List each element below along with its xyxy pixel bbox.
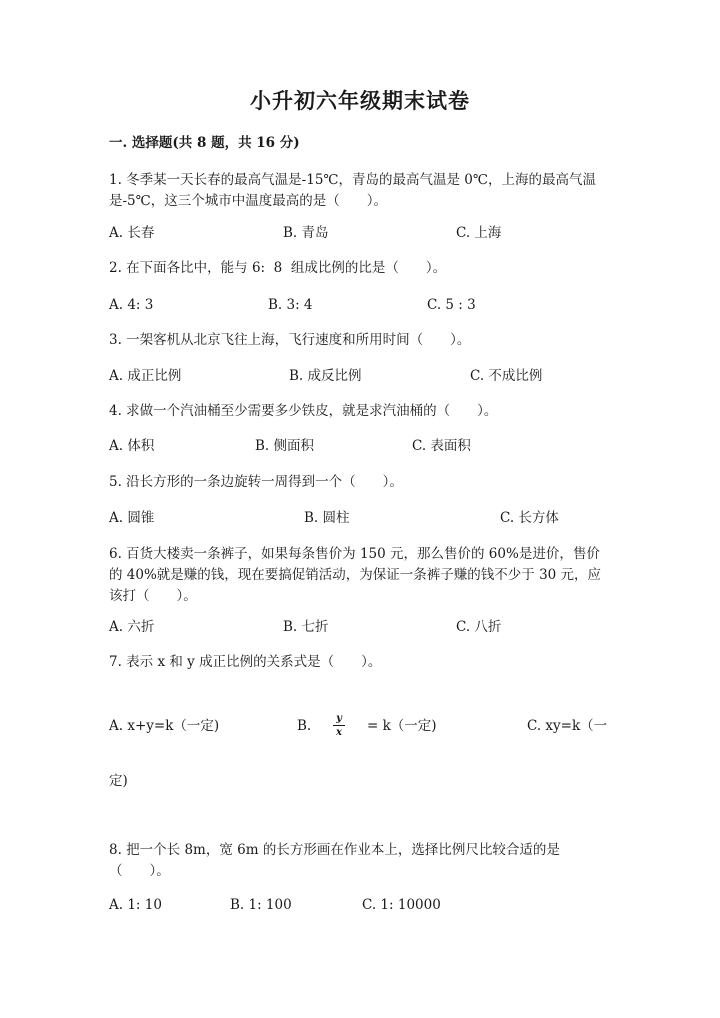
fraction-bar	[333, 725, 345, 726]
question-8-option-a[interactable]: A. 1: 10	[109, 897, 162, 913]
question-5-stem: 5. 沿长方形的一条边旋转一周得到一个（ ）。	[109, 474, 403, 490]
question-7-fraction	[333, 713, 345, 738]
question-7-option-c[interactable]: C. xy=k（一	[527, 718, 608, 734]
fraction-denominator: x	[336, 727, 342, 738]
question-7-option-a[interactable]: A. x+y=k（一定)	[109, 718, 220, 734]
fraction-numerator: y	[336, 713, 342, 724]
question-3-stem: 3. 一架客机从北京飞往上海，飞行速度和所用时间（ ）。	[109, 332, 471, 348]
question-6-option-c[interactable]: C. 八折	[456, 619, 502, 635]
question-4-stem: 4. 求做一个汽油桶至少需要多少铁皮，就是求汽油桶的（ ）。	[109, 403, 498, 419]
question-2-stem: 2. 在下面各比中，能与 6: 8 组成比例的比是（ ）。	[109, 260, 447, 276]
question-8-stem: 8. 把一个长 8m，宽 6m 的长方形画在作业本上，选择比例尺比较合适的是（ ）。	[109, 842, 560, 879]
question-2-option-a[interactable]: A. 4: 3	[109, 297, 154, 313]
question-1-stem: 1. 冬季某一天长春的最高气温是-15℃，青岛的最高气温是 0℃，上海的最高气温是-5℃，这三个城市中温度最高的是（ ）。	[109, 172, 596, 209]
question-2-option-b[interactable]: B. 3: 4	[268, 297, 313, 313]
question-3-option-c[interactable]: C. 不成比例	[470, 368, 543, 384]
question-1-option-c[interactable]: C. 上海	[456, 225, 502, 241]
question-8-option-b[interactable]: B. 1: 100	[230, 897, 292, 913]
question-6-option-a[interactable]: A. 六折	[109, 619, 155, 635]
question-5-option-a[interactable]: A. 圆锥	[109, 510, 155, 526]
question-5-option-c[interactable]: C. 长方体	[500, 510, 559, 526]
question-7-option-b-rest: = k（一定)	[367, 718, 437, 734]
question-7-stem: 7. 表示 x 和 y 成正比例的关系式是（ ）。	[109, 654, 382, 670]
question-4-option-c[interactable]: C. 表面积	[412, 438, 471, 454]
question-7-option-b-label[interactable]: B.	[297, 718, 312, 734]
question-8-option-c[interactable]: C. 1: 10000	[362, 897, 441, 913]
question-5-option-b[interactable]: B. 圆柱	[304, 510, 350, 526]
question-1-option-a[interactable]: A. 长春	[109, 225, 155, 241]
page-title: 小升初六年级期末试卷	[250, 88, 470, 113]
question-6-option-b[interactable]: B. 七折	[283, 619, 329, 635]
question-7-option-c-continued: 定)	[109, 773, 128, 789]
question-3-option-a[interactable]: A. 成正比例	[109, 368, 182, 384]
question-2-option-c[interactable]: C. 5 : 3	[427, 297, 476, 313]
question-4-option-a[interactable]: A. 体积	[109, 438, 155, 454]
question-4-option-b[interactable]: B. 侧面积	[255, 438, 315, 454]
question-3-option-b[interactable]: B. 成反比例	[289, 368, 362, 384]
question-6-stem: 6. 百货大楼卖一条裤子，如果每条售价为 150 元，那么售价的 60%是进价，售价的 40%就是赚的钱，现在要搞促销活动，为保证一条裤子赚的钱不少于 30 元，应该打（ ）。	[109, 546, 602, 604]
question-1-option-b[interactable]: B. 青岛	[283, 225, 329, 241]
section-heading: 一. 选择题(共 8 题，共 16 分)	[109, 135, 300, 151]
